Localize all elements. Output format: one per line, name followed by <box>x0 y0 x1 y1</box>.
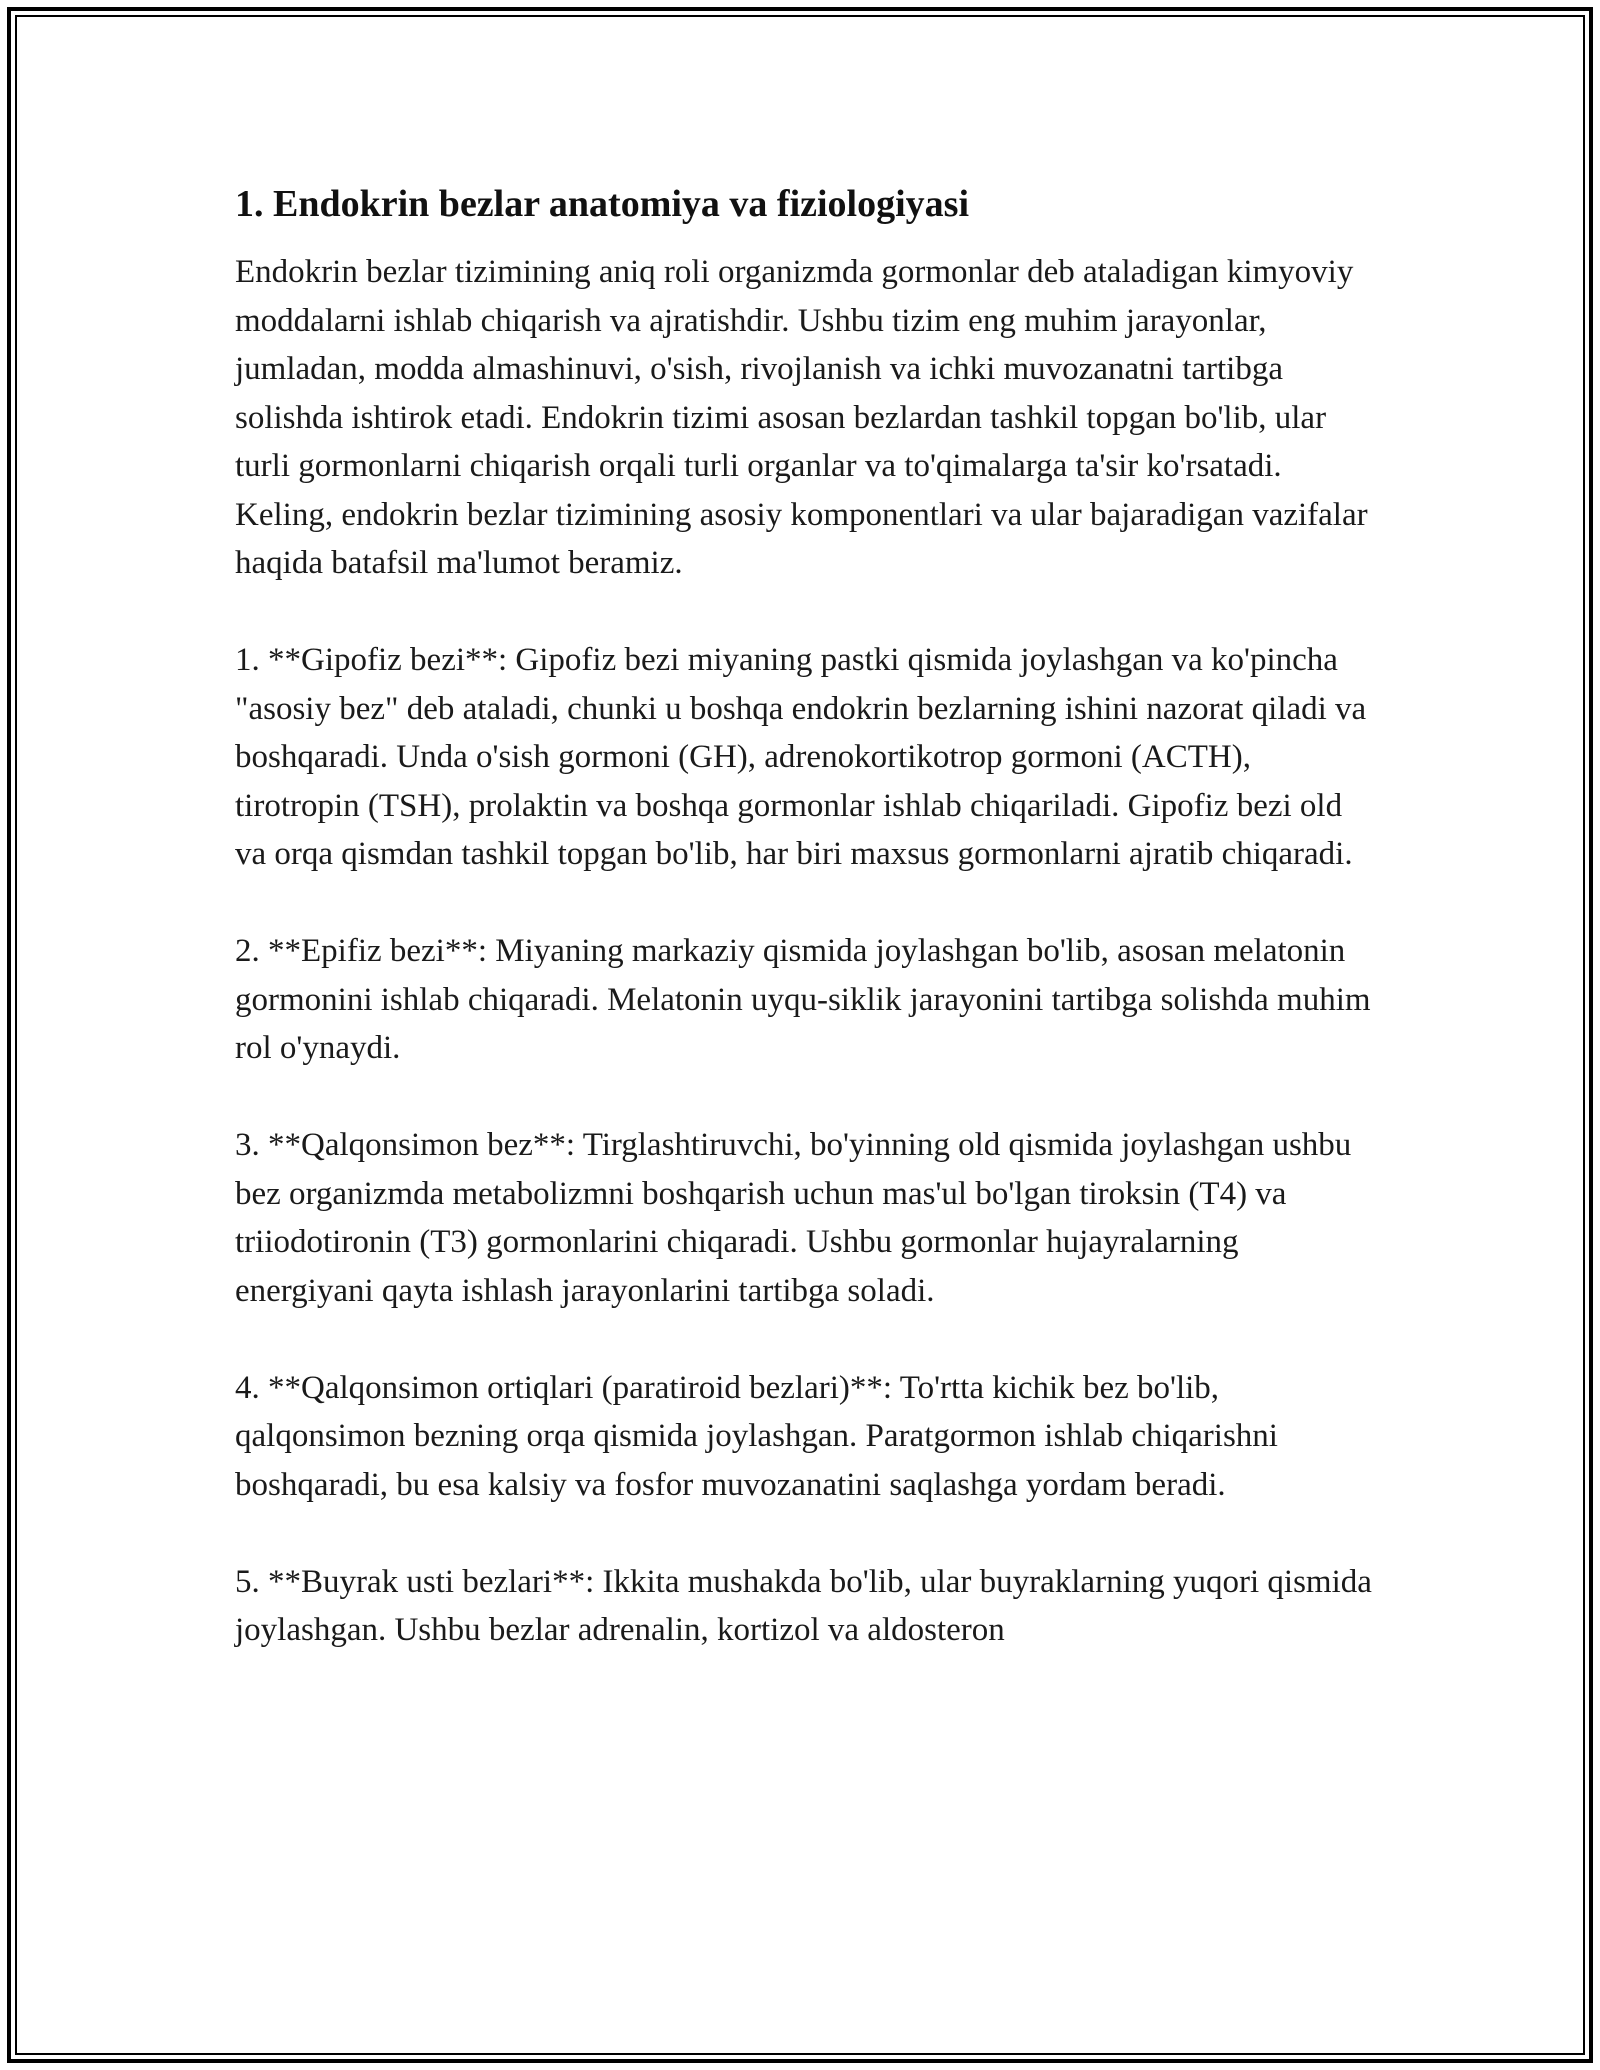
paragraph-paratiroid: 4. **Qalqonsimon ortiqlari (paratiroid bezlari)**: To'rtta kichik bez bo'lib, qalqonsimon bezning orqa qismida joylashgan. Paratgormon ishlab chiqarishni boshqaradi, bu esa kalsiy va fosfor muvozanatini saqlashga yordam beradi. <box>235 1369 1278 1503</box>
paragraph-qalqonsimon: 3. **Qalqonsimon bez**: Tirglashtiruvchi, bo'yinning old qismida joylashgan ushbu bez organizmda metabolizmni boshqarish uchun mas'ul bo'lgan tiroksin (T4) va triiodotironin (T3) gormonlarini chiqaradi. Ushbu gormonlar hujayralarning energiyani qayta ishlash jarayonlarini tartibga soladi. <box>235 1127 1352 1309</box>
paragraph-epifiz: 2. **Epifiz bezi**: Miyaning markaziy qismida joylashgan bo'lib, asosan melatonin gormonini ishlab chiqaradi. Melatonin uyqu-siklik jarayonini tartibga solishda muhim rol o'ynaydi. <box>235 933 1371 1066</box>
paragraph-gipofiz: 1. **Gipofiz bezi**: Gipofiz bezi miyaning pastki qismida joylashgan va ko'pincha "asosiy bez" deb ataladi, chunki u boshqa endokrin bezlarning ishini nazorat qiladi va boshqaradi. Unda o'sish gormoni (GH), adrenokortikotrop gormoni (ACTH), tirotropin (TSH), prolaktin va boshqa gormonlar ishlab chiqariladi. Gipofiz bezi old va orqa qismdan tashkil topgan bo'lib, har biri maxsus gormonlarni ajratib chiqaradi. <box>235 642 1367 872</box>
document-body <box>235 180 1375 1703</box>
section-title: 1. Endokrin bezlar anatomiya va fiziologiyasi <box>235 183 970 225</box>
intro-paragraph: Endokrin bezlar tizimining aniq roli organizmda gormonlar deb ataladigan kimyoviy moddalarni ishlab chiqarish va ajratishdir. Ushbu tizim eng muhim jarayonlar, jumladan, modda almashinuvi, o'sish, rivojlanish va ichki muvozanatni tartibga solishda ishtirok etadi. Endokrin tizimi asosan bezlardan tashkil topgan bo'lib, ular turli gormonlarni chiqarish orqali turli organlar va to'qimalarga ta'sir ko'rsatadi. Keling, endokrin bezlar tizimining asosiy komponentlari va ular bajaradigan vazifalar haqida batafsil ma'lumot beramiz. <box>235 254 1368 581</box>
paragraph-buyrak-usti: 5. **Buyrak usti bezlari**: Ikkita mushakda bo'lib, ular buyraklarning yuqori qismida joylashgan. Ushbu bezlar adrenalin, kortizol va aldosteron <box>235 1563 1372 1648</box>
